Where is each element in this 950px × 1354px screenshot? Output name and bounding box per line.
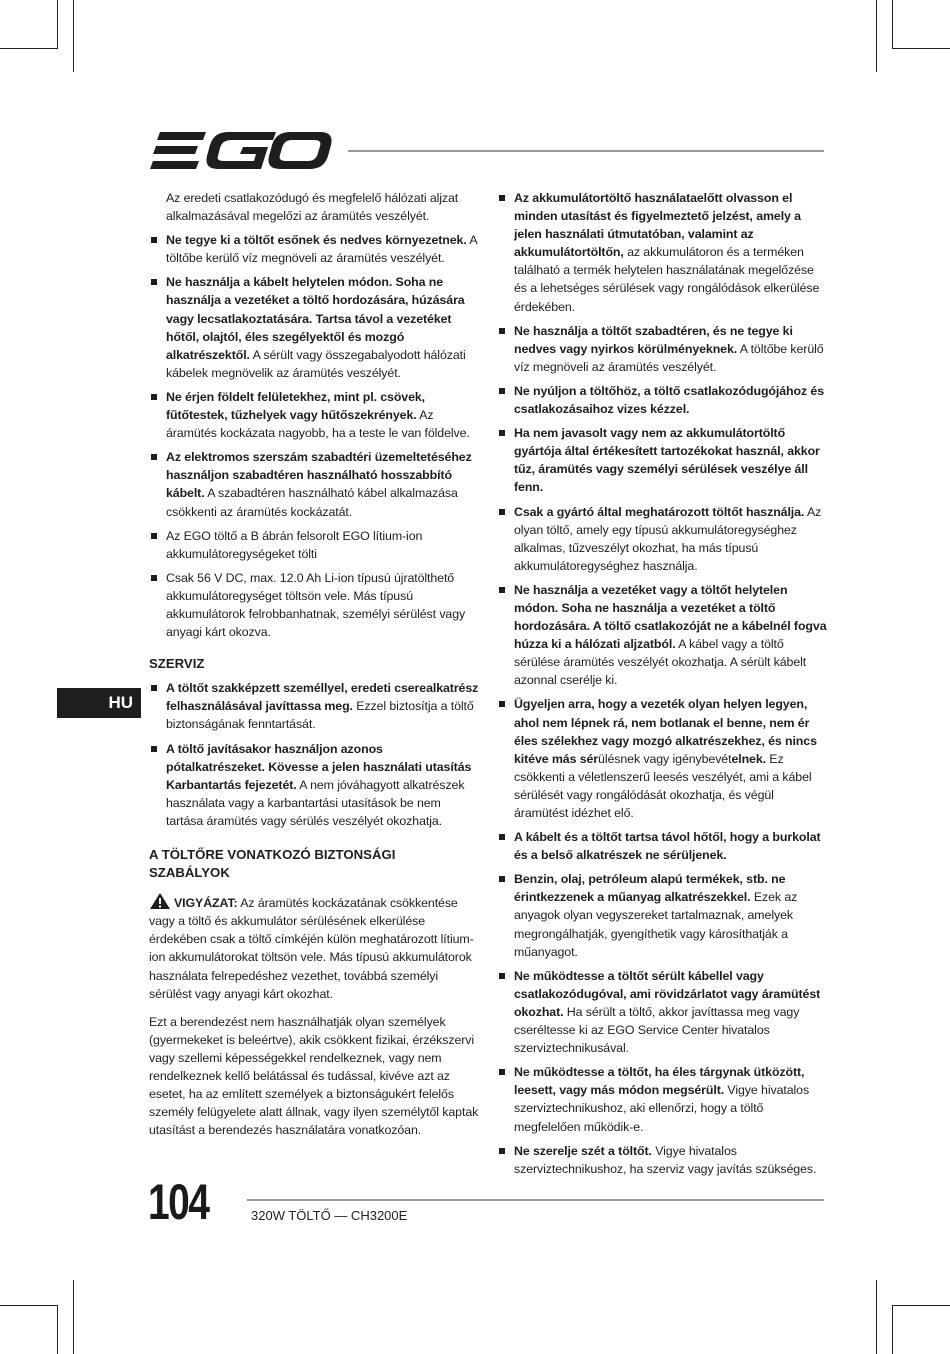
footer-product: 320W TÖLTŐ — CH3200E: [251, 1208, 408, 1223]
language-tab: HU: [57, 688, 141, 718]
bullet-text: ülésnek vagy igénybevét: [598, 751, 732, 766]
crop-mark: [57, 0, 58, 48]
bullet-text: Vigye hivatalos szerviztechnikushoz, aki ellenőrzi, hogy a töltő megfelelően működik-e.: [514, 1083, 810, 1134]
crop-mark: [892, 1305, 893, 1354]
bullet-bold-text: A töltő javításakor használjon azonos pótalkatrészeket. Kövesse a jelen használati utasítás Karbantartás fejezetét.: [166, 741, 472, 792]
warning-text: Az áramütés kockázatának csökkentése vagy a töltő és akkumulátor sérülésének elkerülése érdekében csak a töltő címkéjén külön meghatározott lítium-ion akkumulátorokat töltsön vele. Más típusú akkumulátorok használata felrepedéshez vezethet, továbbá személyi sérülést vagy anyagi kárt okozhat.: [149, 896, 474, 1001]
crop-mark: [0, 1305, 58, 1306]
bullet-bold-text: A kábelt és a töltőt tartsa távol hőtől, hogy a burkolat és a belső alkatrészek ne sérüljenek.: [514, 830, 821, 863]
bullet-item: [149, 679, 479, 733]
bullet-bold-text: Ne nyúljon a töltőhöz, a töltő csatlakozódugójához és csatlakozásaihoz vizes kézzel.: [514, 383, 824, 417]
right-column: [497, 189, 827, 1184]
safety-heading: A TÖLTŐRE VONATKOZÓ BIZTONSÁGI SZABÁLYOK: [149, 847, 396, 881]
service-bullet-list: [149, 679, 479, 830]
bullet-text: Ezek az anyagok olyan vegyszereket tartalmaznak, amelyek megrongálhatják, gyengíthetik vagy károsíthatják a műanyagot.: [514, 890, 798, 959]
bullet-item: [497, 870, 827, 960]
bullet-item: [149, 527, 479, 563]
warning-triangle-icon: [149, 892, 171, 910]
bullet-item: [497, 382, 827, 418]
bullet-text: Csak 56 V DC, max. 12.0 Ah Li-ion típusú újratölthető akkumulátoregységet töltsön vele. Más típusú akkumulátorok felrobbanhatnak, személyi sérülést vagy anyagi kárt okozva.: [166, 570, 466, 640]
bullet-bold-text: Ne szerelje szét a töltőt.: [514, 1143, 652, 1158]
bullet-item: [149, 448, 479, 520]
bullet-item: [149, 231, 479, 267]
bullet-bold-text: Az elektromos szerszám szabadtéri üzemeltetéséhez használjon szabadtéren használható hosszabbító kábelt.: [166, 450, 472, 501]
bullet-item: [497, 695, 827, 822]
bullet-text: A sérült vagy összegabalyodott hálózati kábelek megnövelik az áramütés veszélyét.: [166, 347, 466, 380]
bullet-text: Az EGO töltő a B ábrán felsorolt EGO lítium-ion akkumulátoregységeket tölti: [166, 528, 423, 561]
ego-logo: [150, 130, 332, 172]
crop-mark: [0, 48, 58, 49]
bullet-item: [497, 189, 827, 316]
crop-mark: [876, 0, 877, 72]
bullet-text: Vigye hivatalos szerviztechnikushoz, ha szerviz vagy javítás szükséges.: [514, 1143, 817, 1176]
crop-mark: [892, 0, 893, 48]
bullet-text: Ha sérült a töltő, akkor javíttassa meg vagy cseréltesse ki az EGO Service Center hivatalos szerviztechnikusával.: [514, 1004, 800, 1056]
bullet-text: Az áramütés kockázata nagyobb, ha a teste le van földelve.: [166, 408, 470, 441]
bullet-text: A töltőbe kerülő víz megnöveli az áramütés veszélyét.: [166, 233, 477, 266]
bullet-text: Ezzel biztosítja a töltő biztonságának fenntartását.: [166, 699, 474, 732]
bullet-text: A nem jóváhagyott alkatrészek használata vagy a karbantartási utasítások be nem tartása áramütés vagy sérülés veszélyét okozhatja.: [166, 777, 465, 828]
bullet-item: [497, 503, 827, 575]
closing-paragraph: Ezt a berendezést nem használhatják olyan személyek (gyermekeket is beleértve), akik csökkent fizikai, érzékszervi vagy szellemi képességekkel rendelkeznek, vagy nem rendelkeznek kellő belátással és tudással, kivéve azt az esetet, ha az említett személyek a biztonságukért felelős személy felügyelete alatt állnak, vagy ilyen személytől kaptak utasítást a berendezés használatára vonatkozóan.: [149, 1014, 479, 1138]
bullet-bold-text: Ha nem javasolt vagy nem az akkumulátortöltő gyártója által értékesített tartozékokat használ, akkor tűz, áramütés vagy személyi sérülések veszélye áll fenn.: [514, 426, 820, 495]
bullet-bold-text: Benzin, olaj, petróleum alapú termékek, stb. ne érintkezzenek a műanyag alkatrészekkel.: [514, 872, 786, 905]
bullet-bold-text: Ne működtesse a töltőt sérült kábellel vagy csatlakozódugóval, ami rövidzárlatot vagy áramütést okozhat.: [514, 968, 821, 1019]
left-bullet-list: [149, 231, 479, 641]
crop-mark: [73, 0, 74, 72]
bullet-bold-text: Ne működtesse a töltőt, ha éles tárgynak ütközött, leesett, vagy más módon megsérült.: [514, 1065, 805, 1098]
crop-mark: [892, 48, 950, 49]
bullet-item: [497, 967, 827, 1057]
bullet-item: [149, 569, 479, 641]
warning-label: VIGYÁZAT:: [174, 896, 238, 911]
bullet-item: [149, 740, 479, 830]
header-rule: [348, 150, 824, 152]
bullet-text: az akkumulátoron és a terméken található a termék helytelen használatának megelőzése és a lehetséges sérülések vagy rongálódások elkerülése érdekében.: [514, 245, 820, 314]
bullet-bold-text: A töltőt szakképzett személlyel, eredeti cserealkatrész felhasználásával javíttassa meg.: [166, 681, 479, 714]
bullet-item: [497, 1142, 827, 1178]
bullet-text: A töltőbe kerülő víz megnöveli az áramütés veszélyét.: [514, 341, 824, 374]
bullet-bold-text: elnek.: [731, 751, 766, 766]
bullet-bold-text: Ne használja a vezetéket vagy a töltőt helytelen módon. Soha ne használja a vezetéket a töltő hordozására. A töltő csatlakozóját ne a kábelnél fogva húzza ki a hálózati aljzatból.: [514, 582, 827, 652]
bullet-text: A kábel vagy a töltő sérülése áramütés veszélyét okozhatja. A sérült kábelt azonnal cserélje ki.: [514, 637, 807, 688]
bullet-bold-text: Ne használja a töltőt szabadtéren, és ne tegye ki nedves vagy nyirkos körülményeknek.: [514, 323, 793, 356]
service-heading: SZERVIZ: [149, 656, 205, 672]
bullet-item: [149, 388, 479, 442]
left-column: [149, 189, 479, 1145]
bullet-item: [149, 273, 479, 382]
bullet-bold-text: Ne használja a kábelt helytelen módon. Soha ne használja a vezetéket a töltő hordozására, húzására vagy lecsatlakoztatására. Tartsa távol a vezetéket hőtől, olajtól, éles szegélyektől és mozgó alkatrészektől.: [166, 275, 465, 362]
footer-rule: [247, 1199, 824, 1201]
bullet-item: [497, 322, 827, 376]
warning-paragraph: [149, 892, 479, 1003]
bullet-bold-text: Csak a gyártó által meghatározott töltőt használja.: [514, 504, 805, 519]
crop-mark: [73, 1280, 74, 1354]
bullet-item: [497, 1063, 827, 1135]
bullet-item: [497, 424, 827, 496]
bullet-text: A szabadtéren használható kábel alkalmazása csökkenti az áramütés kockázatát.: [166, 486, 458, 519]
bullet-bold-text: Ügyeljen arra, hogy a vezeték olyan helyen legyen, ahol nem lépnek rá, nem botlanak el benne, nem ér éles szélekhez vagy mozgó alkatrészekhez, és nincs kitéve más sér: [514, 697, 817, 766]
crop-mark: [892, 1305, 950, 1306]
bullet-bold-text: Ne érjen földelt felületekhez, mint pl. csövek, fűtőtestek, tűzhelyek vagy hűtőszekrények.: [166, 389, 426, 423]
bullet-item: [497, 828, 827, 864]
bullet-bold-text: Ne tegye ki a töltőt esőnek és nedves környezetnek.: [166, 233, 467, 248]
bullet-text: Az olyan töltő, amely egy típusú akkumulátoregységhez alkalmas, tűzveszélyt okozhat, ha más típusú akkumulátoregységhez használja.: [514, 504, 822, 573]
bullet-item: [497, 581, 827, 690]
bullet-text: Ez csökkenti a véletlenszerű leesés veszélyét, ami a kábel sérülését vagy rongálódását okozhatja, és végül áramütést idézhet elő.: [514, 751, 812, 820]
crop-mark: [876, 1280, 877, 1354]
crop-mark: [57, 1305, 58, 1354]
page-number: 104: [148, 1174, 209, 1230]
right-bullet-list: [497, 189, 827, 1178]
intro-continuation: Az eredeti csatlakozódugó és megfelelő hálózati aljzat alkalmazásával megelőzi az áramütés veszélyét.: [166, 191, 459, 224]
bullet-bold-text: Az akkumulátortöltő használataelőtt olvasson el minden utasítást és figyelmeztető jelzést, amely a jelen használati útmutatóban, valamint az akkumulátortöltőn,: [514, 191, 801, 260]
